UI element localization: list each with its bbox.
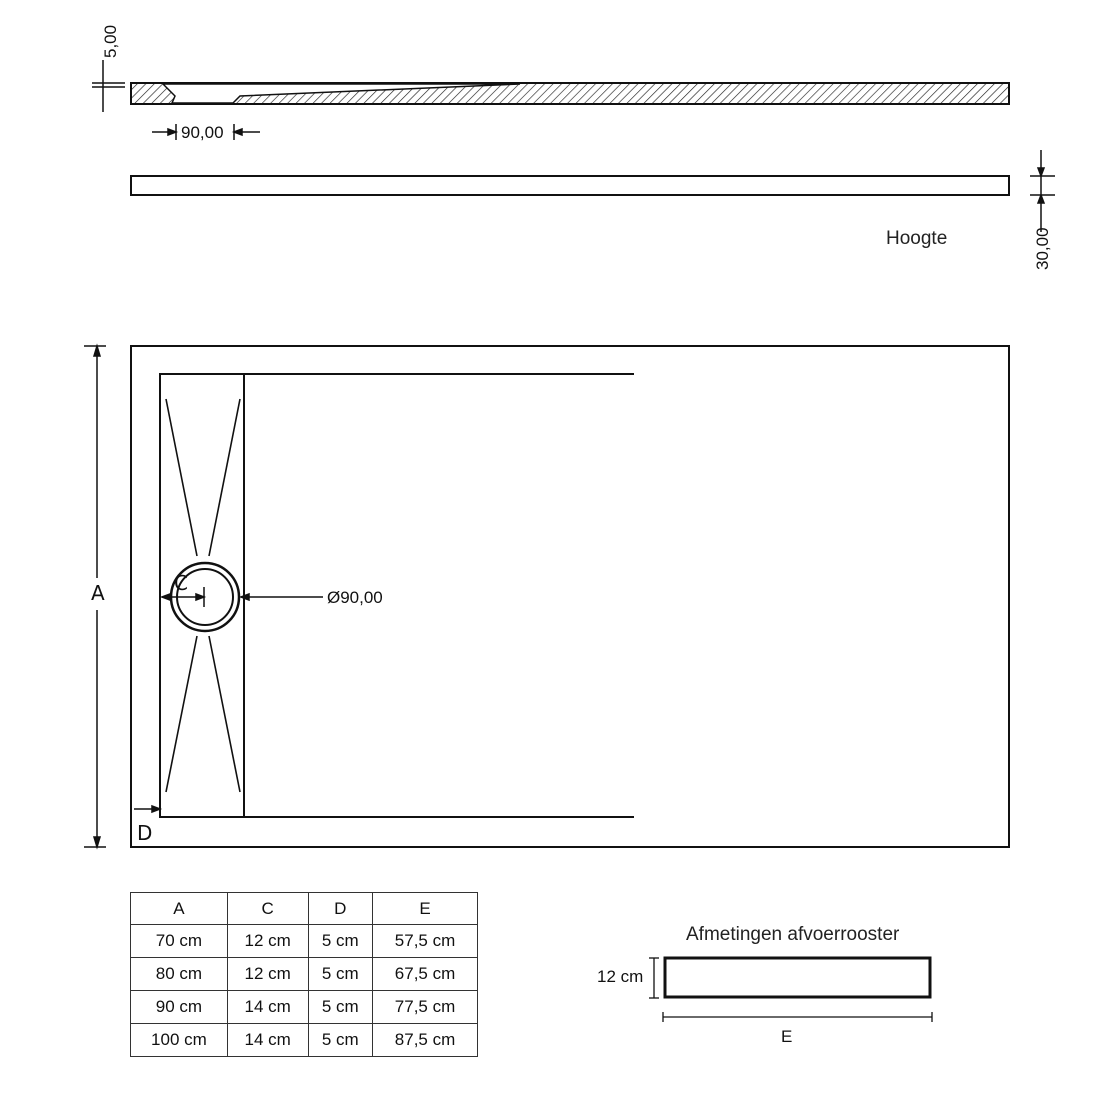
table-header-cell: A [131,893,228,925]
dimension-a-label: A [91,581,105,605]
table-cell: 80 cm [131,958,228,991]
table-row [131,925,478,958]
table-cell: 5 cm [308,925,373,958]
table-header-cell: D [308,893,373,925]
table-row [131,958,478,991]
table-row [131,1024,478,1057]
size-table [130,892,478,1057]
height-label: Hoogte [886,228,948,249]
side-profile-bar [131,176,1009,195]
side-section-view [92,25,1055,270]
grate-detail [597,924,932,1046]
table-cell: 14 cm [227,1024,308,1057]
table-cell: 5 cm [308,958,373,991]
height-dim-label: 30,00 [1033,227,1052,270]
dimension-d-label: D [137,821,153,845]
table-cell: 67,5 cm [373,958,478,991]
table-cell: 100 cm [131,1024,228,1057]
table-header-cell: C [227,893,308,925]
top-view [84,346,1009,847]
grate-height-label: 12 cm [597,967,644,986]
table-cell: 12 cm [227,958,308,991]
table-cell: 77,5 cm [373,991,478,1024]
table-row [131,991,478,1024]
table-cell: 5 cm [308,1024,373,1057]
table-cell: 14 cm [227,991,308,1024]
drain-diameter-label: Ø90,00 [327,588,383,607]
dimension-c-label: C [174,571,188,595]
table-cell: 57,5 cm [373,925,478,958]
grate-outline [665,958,930,997]
grate-width-dimension [663,1012,932,1022]
thickness-dimension [92,60,125,112]
table-cell: 5 cm [308,991,373,1024]
height-dimension [1030,150,1055,232]
grate-width-label: E [781,1027,793,1046]
drain-width-dim-label: 90,00 [181,123,224,142]
table-cell: 12 cm [227,925,308,958]
thickness-dim-label: 5,00 [101,24,120,58]
table-header-cell: E [373,893,478,925]
table-cell: 90 cm [131,991,228,1024]
grate-height-dimension [649,958,659,998]
table-header-row [131,893,478,925]
grate-title: Afmetingen afvoerrooster [686,924,900,945]
table-cell: 87,5 cm [373,1024,478,1057]
table-cell: 70 cm [131,925,228,958]
